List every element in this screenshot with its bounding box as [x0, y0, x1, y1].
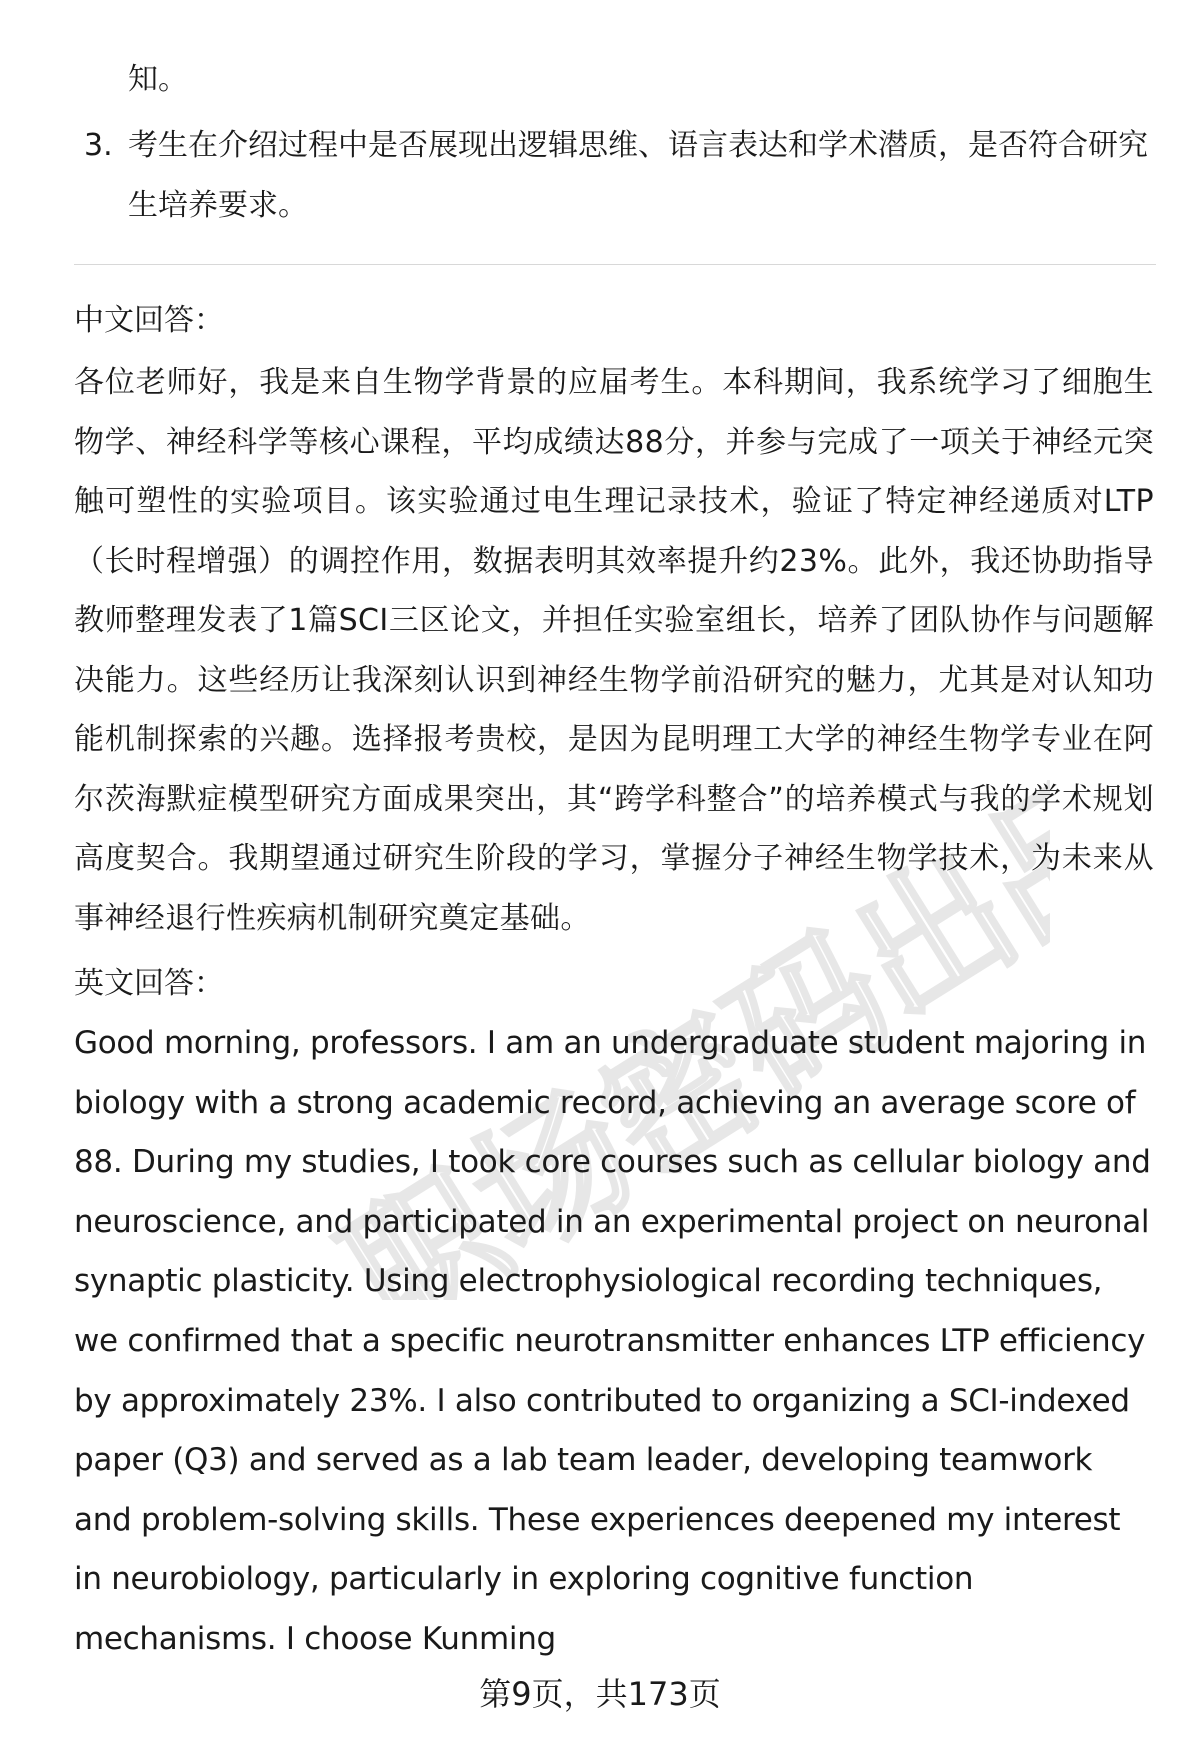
list-item-number: 3.	[84, 128, 113, 163]
section-divider	[74, 264, 1156, 265]
list-item-continuation: 知。	[128, 62, 188, 97]
chinese-answer-text: 各位老师好，我是来自生物学背景的应届考生。本科期间，我系统学习了细胞生物学、神经科学等核心课程，平均成绩达88分，并参与完成了一项关于神经元突触可塑性的实验项目。该实验通过电生理记录技术，验证了特定神经递质对LTP（长时程增强）的调控作用，数据表明其效率提升约23%。此外，我还协助指导教师整理发表了1篇SCI三区论文，并担任实验室组长，培养了团队协作与问题解决能力。这些经历让我深刻认识到神经生物学前沿研究的魅力，尤其是对认知功能机制探索的兴趣。选择报考贵校，是因为昆明理工大学的神经生物学专业在阿尔茨海默症模型研究方面成果突出，其“跨学科整合”的培养模式与我的学术规划高度契合。我期望通过研究生阶段的学习，掌握分子神经生物学技术，为未来从事神经退行性疾病机制研究奠定基础。	[74, 365, 1154, 936]
page-number-footer: 第9页，共173页	[479, 1675, 721, 1713]
chinese-answer-label: 中文回答：	[74, 303, 224, 338]
watermark-text: 职场密码出品	[316, 780, 1050, 1300]
english-answer-label: 英文回答：	[74, 966, 224, 1001]
list-item-text: 考生在介绍过程中是否展现出逻辑思维、语言表达和学术潜质，是否符合研究生培养要求。	[128, 128, 1148, 223]
english-answer-text: Good morning, professors. I am an undergraduate student majoring in biology with a strong academic record, achieving an average score of 88. During my studies, I took core courses such as cellular biology and neuroscience, and participated in an experimental project on neuronal synaptic plasticity. Using electrophysiological recording techniques, we confirmed that a specific neurotransmitter enhances LTP efficiency by approximately 23%. I also contributed to organizing a SCI-indexed paper (Q3) and served as a lab team leader, developing teamwork and problem-solving skills. These experiences deepened my interest in neurobiology, particularly in exploring cognitive function mechanisms. I choose Kunming	[74, 1025, 1151, 1657]
page-content	[74, 60, 1154, 1670]
list-item-3	[74, 116, 1154, 236]
